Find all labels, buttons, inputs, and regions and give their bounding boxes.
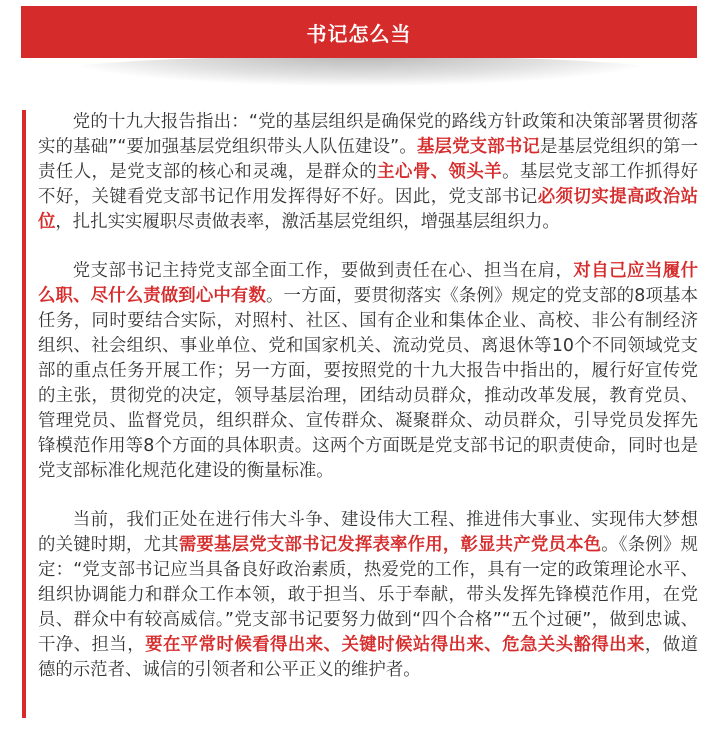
highlight-segment: 必须切实提高政治站位 [38, 187, 698, 232]
highlight-segment: 需要基层党支部书记发挥表率作用，彰显共产党员本色 [178, 535, 602, 555]
text-segment: 。基层党支部工作抓得好不好，关键看党支部书记作用发挥得好不好。因此，党支部书记 [38, 162, 698, 207]
page-title: 书记怎么当 [306, 21, 412, 46]
highlight-segment: 对自己应当履什么职、尽什么责做到心中有数 [38, 261, 698, 306]
paragraph-1 [38, 110, 698, 235]
text-segment: 。一方面，要贯彻落实《条例》规定的党支部的8项基本任务，同时要结合实际，对照村、社区、国有企业和集体企业、高校、非公有制经济组织、社会组织、事业单位、党和国家机关、流动党员、离退休等10个不同领域党支部的重点任务开展工作；另一方面，要按照党的十九大报告中指出的，履行好宣传党的主张，贯彻党的决定，领导基层治理，团结动员群众，推动改革发展，教育党员、管理党员、监督党员，组织群众、宣传群众、凝聚群众、动员群众，引导党员发挥先锋模范作用等8个方面的具体职责。这两个方面既是党支部书记的职责使命，同时也是党支部标准化规范化建设的衡量标准。 [38, 286, 698, 481]
text-segment: 当前，我们正处在进行伟大斗争、建设伟大工程、推进伟大事业、实现伟大梦想的关键时期，尤其 [38, 510, 698, 555]
banner-shadow [60, 56, 660, 86]
paragraph-2 [38, 259, 698, 484]
highlight-segment: 主心骨、领头羊 [377, 162, 503, 182]
highlight-segment: 要在平常时候看得出来、关键时候站得出来、危急关头豁得出来 [145, 635, 645, 655]
text-segment: 党的十九大报告指出：“党的基层组织是确保党的路线方针政策和决策部署贯彻落实的基础”“要加强基层党组织带头人队伍建设”。 [38, 112, 698, 157]
text-segment: 是基层党组织的第一责任人，是党支部的核心和灵魂，是群众的 [38, 137, 698, 182]
article-body [22, 110, 698, 718]
page-title-banner [21, 6, 697, 58]
highlight-segment: 基层党支部书记 [416, 137, 540, 157]
text-segment: ，扎扎实实履职尽责做表率，激活基层党组织，增强基层组织力。 [55, 212, 560, 232]
text-segment: 。《条例》规定：“党支部书记应当具备良好政治素质，热爱党的工作，具有一定的政策理论水平、组织协调能力和群众工作本领，敢于担当、乐于奉献，带头发挥先锋模范作用，在党员、群众中有较高威信。”党支部书记要努力做到“四个合格”“五个过硬”，做到忠诚、干净、担当， [38, 535, 698, 655]
text-segment: ，做道德的示范者、诚信的引领者和公平正义的维护者。 [38, 635, 698, 680]
text-segment: 党支部书记主持党支部全面工作，要做到责任在心、担当在肩， [72, 261, 574, 281]
paragraph-3 [38, 508, 698, 683]
